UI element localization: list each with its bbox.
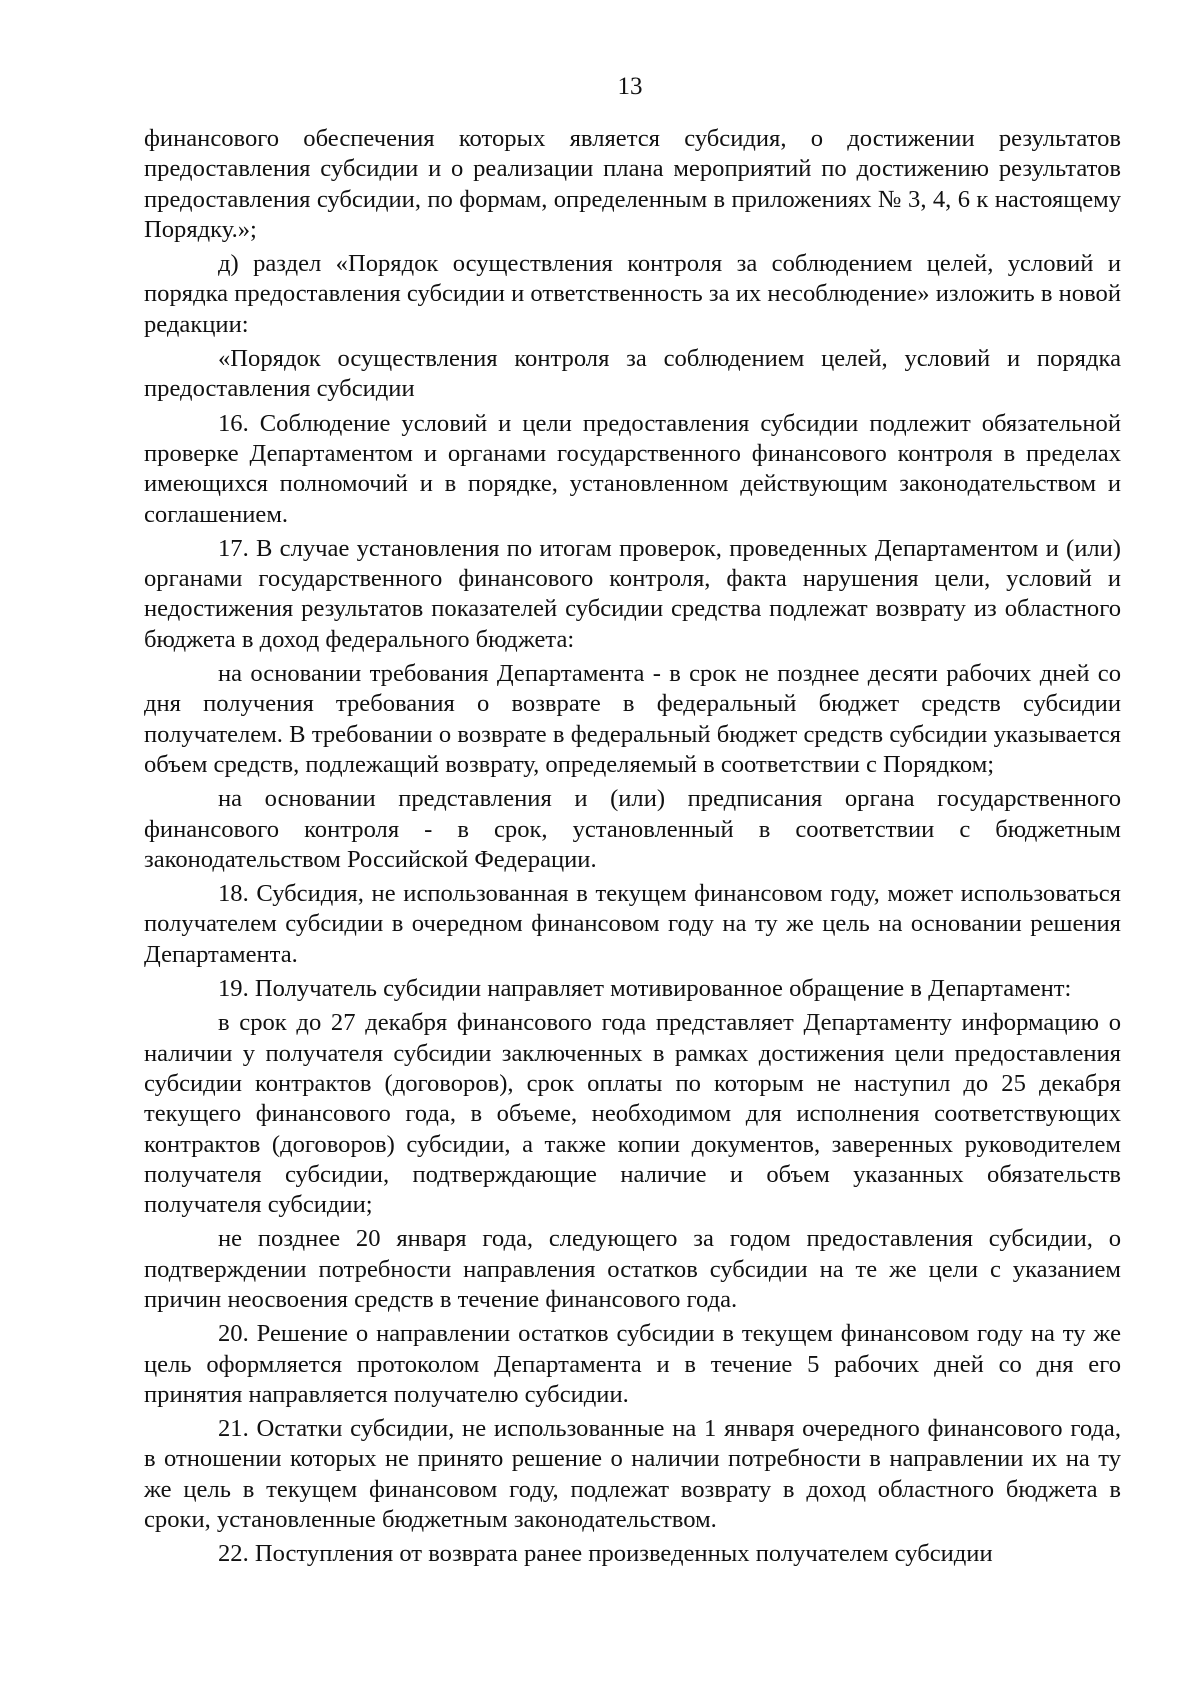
paragraph: 20. Решение о направлении остатков субсидии в текущем финансовом году на ту же цель оформляется протоколом Департамента и в течение 5 рабочих дней со дня его принятия направляется получателю субсидии.: [144, 1320, 1121, 1408]
paragraph: 21. Остатки субсидии, не использованные на 1 января очередного финансового года, в отношении которых не принято решение о наличии потребности в направлении их на ту же цель в текущем финансовом году, подлежат возврату в доход областного бюджета в сроки, установленные бюджетным законодательством.: [144, 1415, 1121, 1534]
page-number: 13: [617, 73, 643, 100]
paragraph: 18. Субсидия, не использованная в текущем финансовом году, может использоваться получателем субсидии в очередном финансовом году на ту же цель на основании решения Департамента.: [144, 880, 1121, 968]
paragraph: в срок до 27 декабря финансового года представляет Департаменту информацию о наличии у получателя субсидии заключенных в рамках достижения цели предоставления субсидии контрактов (договоров), срок оплаты по которым не наступил до 25 декабря текущего финансового года, в объеме, необходимом для исполнения соответствующих контрактов (договоров) субсидии, а также копии документов, заверенных руководителем получателя субсидии, подтверждающие наличие и объем указанных обязательств получателя субсидии;: [144, 1009, 1121, 1219]
paragraph: финансового обеспечения которых является субсидия, о достижении результатов предоставления субсидии и о реализации плана мероприятий по достижению результатов предоставления субсидии, по формам, определенным в приложениях № 3, 4, 6 к настоящему Порядку.»;: [144, 125, 1121, 243]
paragraph: не позднее 20 января года, следующего за годом предоставления субсидии, о подтверждении потребности направления остатков субсидии на те же цели с указанием причин неосвоения средств в течение финансового года.: [144, 1225, 1121, 1313]
paragraph: «Порядок осуществления контроля за соблюдением целей, условий и порядка предоставления субсидии: [144, 345, 1121, 403]
document-body: [144, 124, 1121, 1574]
paragraph: 22. Поступления от возврата ранее произведенных получателем субсидии: [218, 1540, 993, 1568]
paragraph: на основании требования Департамента - в срок не позднее десяти рабочих дней со дня получения требования о возврате в федеральный бюджет средств субсидии получателем. В требовании о возврате в федеральный бюджет средств субсидии указывается объем средств, подлежащий возврату, определяемый в соответствии с Порядком;: [144, 660, 1121, 778]
paragraph: д) раздел «Порядок осуществления контроля за соблюдением целей, условий и порядка предоставления субсидии и ответственность за их несоблюдение» изложить в новой редакции:: [144, 250, 1121, 338]
paragraph: на основании представления и (или) предписания органа государственного финансового контроля - в срок, установленный в соответствии с бюджетным законодательством Российской Федерации.: [144, 785, 1121, 873]
paragraph: 16. Соблюдение условий и цели предоставления субсидии подлежит обязательной проверке Департаментом и органами государственного финансового контроля в пределах имеющихся полномочий и в порядке, установленном действующим законодательством и соглашением.: [144, 409, 1121, 528]
paragraph: 19. Получатель субсидии направляет мотивированное обращение в Департамент:: [218, 975, 1072, 1003]
paragraph: 17. В случае установления по итогам проверок, проведенных Департаментом и (или) органами государственного финансового контроля, факта нарушения цели, условий и недостижения результатов показателей субсидии средства подлежат возврату из областного бюджета в доход федерального бюджета:: [144, 534, 1121, 653]
